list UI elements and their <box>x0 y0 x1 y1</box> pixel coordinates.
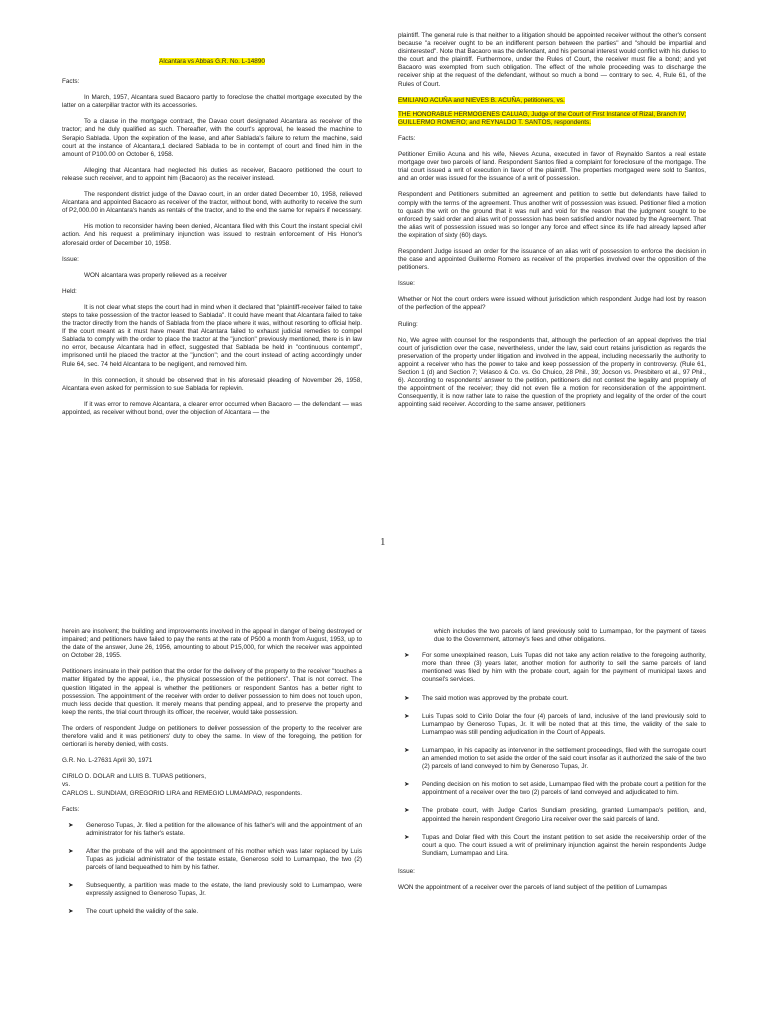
body-paragraph: The orders of respondent Judge on petitioners to deliver possession of the property to the receiver are therefore valid and it was petitioners' duty to obey the same. In view of the foregoing, the petition for certiorari is hereby denied, with costs. <box>62 724 362 749</box>
arrow-bullet-icon: ➤ <box>68 882 74 890</box>
case-parties-petitioners: EMILIANO ACUÑA and NIEVES B. ACUÑA, petitioners, vs. <box>398 96 565 104</box>
list-item: ➤ Luis Tupas sold to Cirilo Dolar the four (4) parcels of land, inclusive of the land previously sold to Lumampao by Generoso Tupas, Jr. It will be noted that at this time, the validity of the sale to Lumampao was still pending adjudication in the Court of Appeals. <box>398 713 706 737</box>
page1-left-column <box>62 58 362 425</box>
arrow-bullet-icon: ➤ <box>404 807 410 815</box>
arrow-bullet-icon: ➤ <box>404 652 410 660</box>
list-item: ➤ Pending decision on his motion to set aside, Lumampao filed with the probate court a petition for the appointment of a receiver over the two (2) parcels of land conveyed and adjudicated to him. <box>398 781 706 797</box>
facts-paragraph: Petitioner Emilio Acuna and his wife, Nieves Acuna, executed in favor of Reynaldo Santos a real estate mortgage over two parcels of land. Respondent Santos filed a complaint for foreclosure of the mortgage. The trial court issued a writ of execution in favor of the plaintiff. The properties mortgaged were sold to Santos, and an order was issued for the issuance of a writ of possession. <box>398 151 706 183</box>
ruling-label: Ruling: <box>398 320 418 328</box>
intro-paragraph: plaintiff. The general rule is that neither to a litigation should be appointed receiver without the other's consent because "a receiver ought to be an indifferent person between the parties" and "should be impartial and disinterested". Note that Bacaoro was the defendant, and his personal interest would conflict with his duties to the court and the plaintiff. Furthermore, under the Rules of Court, the receiver must file a bond; and yet Bacaoro was exempted from such obligation. The effect of the whole proceeding was to discharge the receiver ship at the request of the defendant, without so much a bond — contrary to sec. 4, Rule 61, of the Rules of Court. <box>398 32 706 88</box>
arrow-bullet-icon: ➤ <box>404 833 410 841</box>
page-number: 1 <box>380 536 386 548</box>
issue-label: Issue: <box>62 255 79 263</box>
list-item: ➤ For some unexplained reason, Luis Tupas did not take any action relative to the foregoing authority, more than three (3) years later, another motion for authority to sell the same parcels of land mentioned was filed by him with the probate court, again for the payment of municipal taxes and counsel's services. <box>398 652 706 684</box>
facts-paragraph: To a clause in the mortgage contract, the Davao court designated Alcantara as receiver of the tractor; and he duly qualified as such. Thereafter, with the court's approval, he leased the machine to Serapio Sablada. Upon the expiration of the lease, and after Sablada's failure to return the machine, said court at the instance of Alcantara,1 declared Sablada to be in contempt of court and fined him in the amount of P100.00 on October 6, 1958. <box>62 118 362 158</box>
issue-text: WON the appointment of a receiver over the parcels of land subject of the petition of Lumampas <box>398 883 668 891</box>
arrow-bullet-icon: ➤ <box>404 746 410 754</box>
list-item: ➤ Lumampao, in his capacity as intervenor in the settlement proceedings, filed with the surrogate court an amended motion to set aside the order of the said court insofar as it authorized the sale of the two (2) parcels of land conveyed to him by Generoso Tupas, Jr. <box>398 747 706 771</box>
held-paragraph: If it was error to remove Alcantara, a clearer error occurred when Bacaoro — the defendant — was appointed, as receiver without bond, over the objection of Alcantara — the <box>62 400 362 416</box>
arrow-bullet-icon: ➤ <box>404 694 410 702</box>
facts-paragraph: Respondent Judge issued an order for the issuance of an alias writ of possession to enforce the decision in the case and appointed Guillermo Romero as receiver of the properties involved over the opposition of the petitioners. <box>398 247 706 272</box>
held-label: Held: <box>62 287 77 295</box>
page2-left-column <box>62 628 362 926</box>
held-paragraph: In this connection, it should be observed that in his aforesaid pleading of November 26, 1958, Alcantara even asked for permission to sue Sablada for replevin. <box>62 376 362 392</box>
petitioners: CIRILO D. DOLAR and LUIS B. TUPAS petitioners, <box>62 773 206 781</box>
list-item: ➤ The court upheld the validity of the sale. <box>62 908 362 916</box>
arrow-bullet-icon: ➤ <box>404 781 410 789</box>
issue-text: Whether or Not the court orders were issued without jurisdiction which respondent Judge had lost by reason of the perfection of the appeal? <box>398 296 706 312</box>
body-paragraph: Petitioners insinuate in their petition that the order for the delivery of the property to the receiver "touches a matter litigated by the appeal, i.e., the physical possession of the petitioners". That is not correct. The question litigated in the appeal is whether the petitioners or respondent Santos has a better right to possession. The appointment of the receiver with order to deliver possession to him does not touch upon, much less decide that question. It merely means that pending appeal, and to preserve the property and keep the rents, the trial court through its officer, the receiver, would take possession. <box>62 668 362 716</box>
facts-paragraph: Respondent and Petitioners submitted an agreement and petition to settle but defendants have failed to comply with the terms of the agreement. Thus another writ of possession was issued. Petitioner filed a motion to quash the writ on the ground that it was null and void for the reason that the judgment sought to be enforced by said order and alias writ of possession has been satisfied and/or novated by the Agreement. That the alias writ of possession issued was so longer any force and effect since its life had already lapsed after the expiration of sixty (60) days. <box>398 191 706 239</box>
arrow-bullet-icon: ➤ <box>68 847 74 855</box>
list-item: ➤ Generoso Tupas, Jr. filed a petition for the allowance of his father's will and the appointment of an administrator for his father's estate. <box>62 822 362 838</box>
list-item: ➤ After the probate of the will and the appointment of his mother which was later replaced by Luis Tupas as judicial administrator of the testate estate, Generoso sold to Lumampao, the two (2) parcels of land bequeathed to him by his father. <box>62 848 362 872</box>
facts-paragraph: In March, 1957, Alcantara sued Bacaoro partly to foreclose the chattel mortgage executed by the latter on a caterpillar tractor with its accessories. <box>62 94 362 110</box>
versus: vs. <box>62 781 71 789</box>
list-item: ➤ Subsequently, a partition was made to the estate, the land previously sold to Lumampao, were expressly assigned to Generoso Tupas, Jr. <box>62 882 362 898</box>
respondents: CARLOS L. SUNDIAM, GREGORIO LIRA and REMEGIO LUMAMPAO, respondents. <box>62 789 302 797</box>
gr-number: G.R. No. L-27631 April 30, 1971 <box>62 757 153 765</box>
held-paragraph: It is not clear what steps the court had in mind when it declared that "plaintiff-receiver failed to take steps to take possession of the tractor leased to Sablada". It could have meant that Alcantara failed to take the tractor directly from the hands of Sablada from the place where it was, without resorting to official help. If the court meant as it must have meant that Alcantara failed to exhaust judicial remedies to compel Sablada to comply with the order to place the tractor at the "junction" previously mentioned, there is in law no error, because Alcantara had in effect, suggested that Sablada be held in "continuous contempt", imprisoned until he placed the tractor at the "junction"; and the court instead of acting accordingly under Rule 64, sec. 74 held Alcantara to be negligent, and removed him. <box>62 303 362 368</box>
list-item: ➤ The probate court, with Judge Carlos Sundiam presiding, granted Lumampao's petition, and, appointed the herein respondent Gregorio Lira receiver over the said parcels of land. <box>398 807 706 823</box>
intro-paragraph: which includes the two parcels of land previously sold to Lumampao, for the payment of taxes due to the Government, attorney's fees and other obligations. <box>434 628 706 644</box>
list-item: ➤ Tupas and Dolar filed with this Court the instant petition to set aside the receivership order of the court a quo. The court issued a writ of preliminary injunction against the herein respondents Judge Sundiam, Lumampao and Lira. <box>398 834 706 858</box>
case-title <box>62 58 362 66</box>
facts-paragraph: The respondent district judge of the Davao court, in an order dated December 10, 1958, relieved Alcantara and appointed Bacaoro as receiver of the tractor, without bond, with authority to receive the sum of P2,000.00 in Alcantara's hands as rentals of the tractor, and to the end the same for repairs if necessary. <box>62 191 362 215</box>
case-parties-respondents: THE HONORABLE HERMOGENES CALUAG, Judge of the Court of First Instance of Rizal, Branch IV; GUILLERMO ROMERO; and REYNALDO T. SANTOS, respondents. <box>398 110 687 126</box>
facts-paragraph: His motion to reconsider having been denied, Alcantara filed with this Court the instant special civil action. And his request a preliminary injunction was issued to restrain enforcement of His Honor's aforesaid order of December 10, 1958. <box>62 223 362 247</box>
arrow-bullet-icon: ➤ <box>68 908 74 916</box>
case-title-text: Alcantara vs Abbas G.R. No. L-14890 <box>159 58 265 65</box>
ruling-paragraph: No, We agree with counsel for the respondents that, although the perfection of an appeal deprives the trial court of jurisdiction over the case, nevertheless, under the law, said court retains jurisdiction as regards the preservation of the property under litigation and involved in the appeal, including necessarily the authority to appoint a receiver who has the power to take and keep possession of the property in controversy. (Rule 61, Section 1 (d) and Section 7; Velasco & Co. vs. Go Chuico, 28 Phil., 39; Jocson vs. Presbitero et al., 97 Phil., 6). According to respondents' answer to the petition, petitioners did not contest the legality and propriety of the appointment of the receiver; they did not even file a motion for reconsideration of the appointment. Consequently, it is now rather late to raise the question of the propriety and legality of the order of the court appointing said receiver. According to the same answer, petitioners <box>398 336 706 409</box>
arrow-bullet-icon: ➤ <box>68 821 74 829</box>
issue-text: WON alcantara was properly relieved as a receiver <box>84 271 228 279</box>
page1-right-column <box>398 32 706 417</box>
facts-label: Facts: <box>62 78 80 86</box>
issue-label: Issue: <box>398 867 415 875</box>
page2-right-column <box>398 628 706 900</box>
intro-paragraph: herein are insolvent; the building and improvements involved in the appeal in danger of being destroyed or impaired; and petitioners have failed to pay the rents at the rate of P500 a month from August, 1953, up to the date of the answer, June 26, 1956, amounting to about P15,000, for which the receiver was appointed on October 28, 1955. <box>62 628 362 660</box>
list-item: ➤ The said motion was approved by the probate court. <box>398 695 706 703</box>
facts-paragraph: Alleging that Alcantara had neglected his duties as receiver, Bacaoro petitioned the court to release such receiver, and to appoint him (Bacaoro) as the receiver instead. <box>62 166 362 182</box>
facts-label: Facts: <box>398 134 416 142</box>
arrow-bullet-icon: ➤ <box>404 712 410 720</box>
issue-label: Issue: <box>398 280 415 288</box>
facts-label: Facts: <box>62 805 80 813</box>
